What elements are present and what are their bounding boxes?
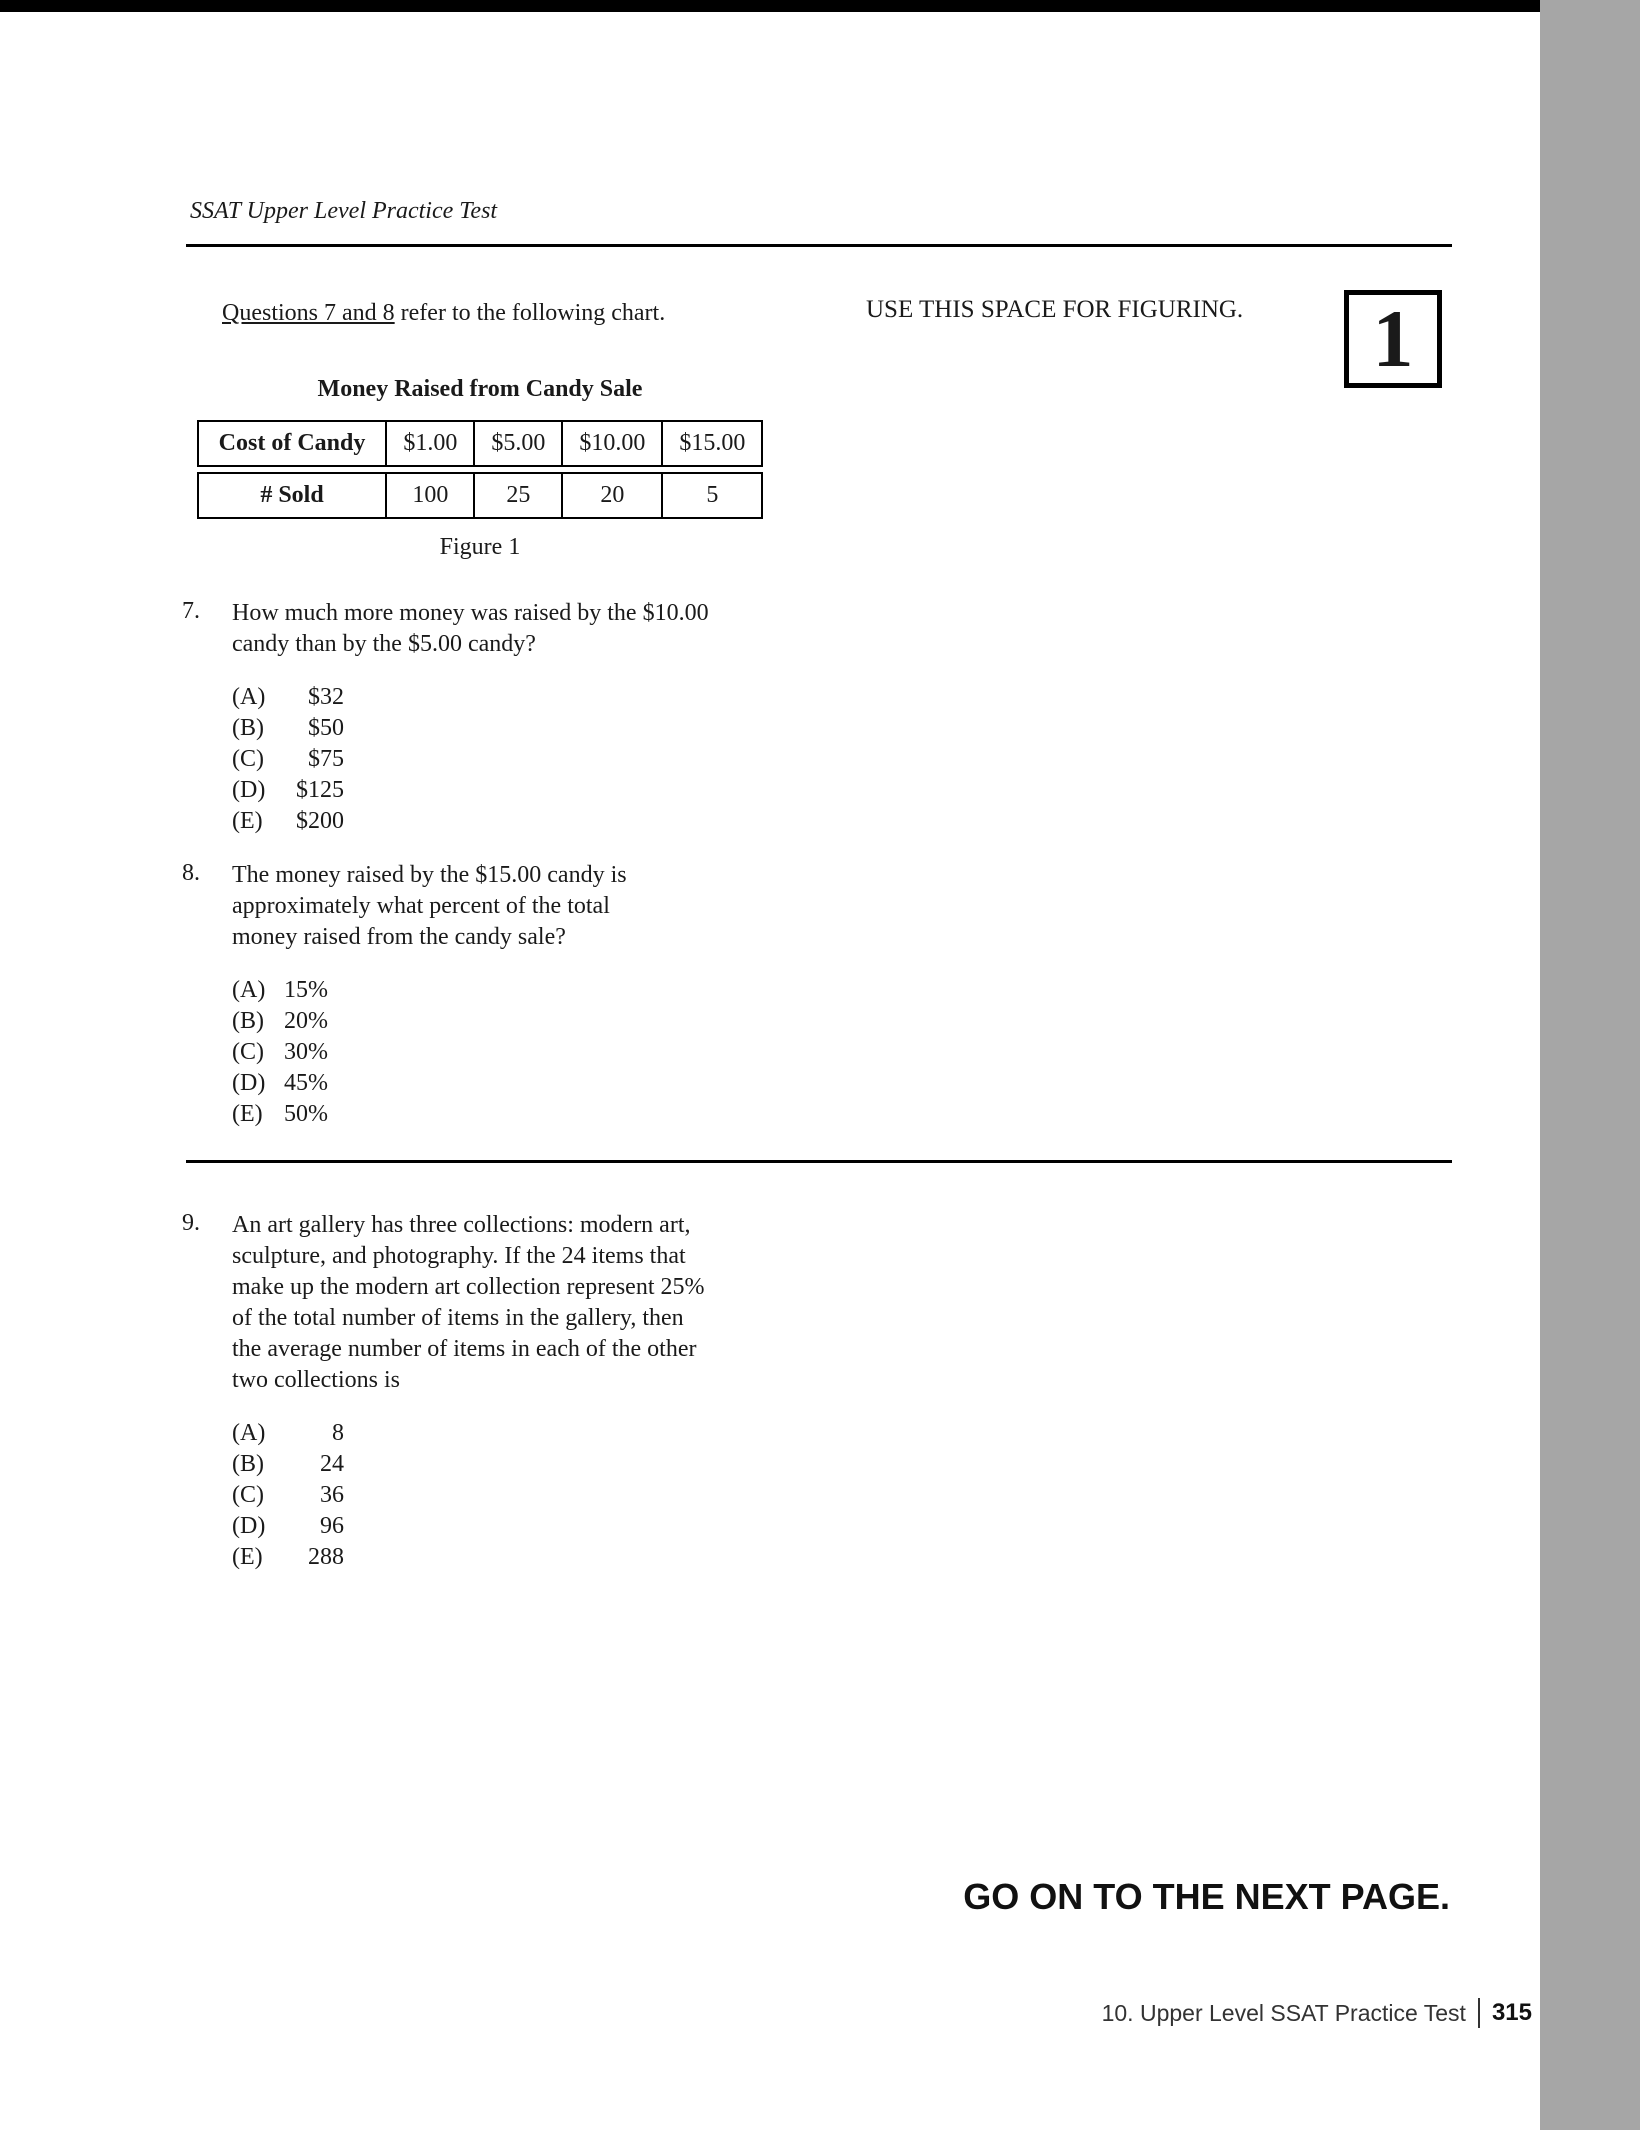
table-cell: # Sold: [197, 472, 388, 519]
choice-value: 30%: [284, 1039, 328, 1065]
choice-value: 24: [320, 1451, 344, 1477]
question-line: sculpture, and photography. If the 24 items that: [232, 1243, 686, 1269]
question-number: 7.: [182, 598, 200, 624]
table-title: Money Raised from Candy Sale: [317, 376, 643, 402]
question-line: An art gallery has three collections: modern art,: [232, 1212, 691, 1238]
question-7: [182, 598, 709, 837]
question-line: make up the modern art collection represent 25%: [232, 1274, 705, 1300]
choice-value: 50%: [284, 1101, 328, 1127]
question-line: the average number of items in each of the other: [232, 1336, 697, 1362]
choice-value: $125: [296, 777, 344, 803]
page-header-title: SSAT Upper Level Practice Test: [190, 198, 498, 224]
header-rule: [186, 244, 1452, 247]
question-line: two collections is: [232, 1367, 400, 1393]
question-text: [232, 860, 627, 953]
table-cell: $10.00: [563, 420, 663, 467]
question-9: [182, 1210, 705, 1573]
choice: [232, 775, 709, 806]
choice-label: (D): [232, 1070, 266, 1096]
choice-label: (A): [232, 1420, 266, 1446]
choice-value: 96: [320, 1513, 344, 1539]
question-line: approximately what percent of the total: [232, 893, 610, 919]
choice: [232, 1099, 627, 1130]
choices-q8: [232, 975, 627, 1130]
choice: [232, 806, 709, 837]
go-on-instruction: GO ON TO THE NEXT PAGE.: [963, 1876, 1450, 1917]
choice-value: 36: [320, 1482, 344, 1508]
choice-label: (B): [232, 1008, 264, 1034]
page-footer: [1102, 1998, 1532, 2028]
page-number: 315: [1491, 1999, 1532, 2026]
choice-value: 15%: [284, 977, 328, 1003]
choice: [232, 1037, 627, 1068]
top-black-bar: [0, 0, 1540, 12]
question-line: The money raised by the $15.00 candy is: [232, 862, 627, 888]
choice-label: (A): [232, 977, 266, 1003]
question-line: candy than by the $5.00 candy?: [232, 631, 536, 657]
figure-caption: Figure 1: [439, 534, 521, 560]
intro-text: [222, 300, 665, 327]
choice: [232, 1542, 705, 1573]
choice-label: (D): [232, 777, 266, 803]
choice-label: (B): [232, 1451, 264, 1477]
choice-label: (D): [232, 1513, 266, 1539]
table-cell: 25: [475, 472, 563, 519]
choice-label: (E): [232, 1544, 263, 1570]
table-row-sold: [197, 472, 764, 519]
question-text: [232, 598, 709, 660]
choice: [232, 1480, 705, 1511]
choice-value: $200: [296, 808, 344, 834]
choice: [232, 1068, 627, 1099]
choice-value: $32: [308, 684, 344, 710]
choice-value: 8: [332, 1420, 344, 1446]
table-cell: $1.00: [387, 420, 475, 467]
section-number: 1: [1372, 293, 1414, 384]
choice: [232, 1006, 627, 1037]
choice: [232, 682, 709, 713]
choice: [232, 975, 627, 1006]
choice: [232, 1449, 705, 1480]
choice-value: $75: [308, 746, 344, 772]
candy-sale-table: [197, 415, 764, 524]
table-cell: 5: [663, 472, 763, 519]
choice-label: (B): [232, 715, 264, 741]
question-line: money raised from the candy sale?: [232, 924, 566, 950]
questions-ref-underlined: Questions 7 and 8: [222, 300, 395, 326]
choice-label: (E): [232, 808, 263, 834]
table-cell: 20: [563, 472, 663, 519]
choice-value: 288: [308, 1544, 344, 1570]
section-divider-rule: [186, 1160, 1452, 1163]
footer-chapter-label: 10. Upper Level SSAT Practice Test: [1101, 1999, 1466, 2026]
choice: [232, 1511, 705, 1542]
right-gray-strip: [1540, 0, 1640, 2130]
choice-label: (C): [232, 1482, 264, 1508]
choices-q9: [232, 1418, 705, 1573]
intro-rest: refer to the following chart.: [394, 300, 666, 326]
figure-block: [196, 376, 764, 561]
question-line: How much more money was raised by the $10.00: [232, 600, 709, 626]
question-line: of the total number of items in the gallery, then: [232, 1305, 684, 1331]
section-number-box: [1344, 290, 1442, 388]
choice: [232, 744, 709, 775]
choice-value: 45%: [284, 1070, 328, 1096]
figuring-note: USE THIS SPACE FOR FIGURING.: [866, 296, 1244, 323]
choices-q7: [232, 682, 709, 837]
choice-value: 20%: [284, 1008, 328, 1034]
table-cell: $5.00: [475, 420, 563, 467]
choice-label: (A): [232, 684, 266, 710]
table-cell: 100: [387, 472, 475, 519]
question-text: [232, 1210, 705, 1396]
choice-label: (C): [232, 746, 264, 772]
table-cell: $15.00: [663, 420, 763, 467]
choice-label: (E): [232, 1101, 263, 1127]
choice-label: (C): [232, 1039, 264, 1065]
table-row-cost: [197, 420, 764, 467]
choice: [232, 713, 709, 744]
question-number: 9.: [182, 1210, 200, 1236]
footer-divider: [1478, 1998, 1480, 2028]
choice: [232, 1418, 705, 1449]
question-8: [182, 860, 627, 1130]
choice-value: $50: [308, 715, 344, 741]
question-number: 8.: [182, 860, 200, 886]
table-cell: Cost of Candy: [197, 420, 388, 467]
